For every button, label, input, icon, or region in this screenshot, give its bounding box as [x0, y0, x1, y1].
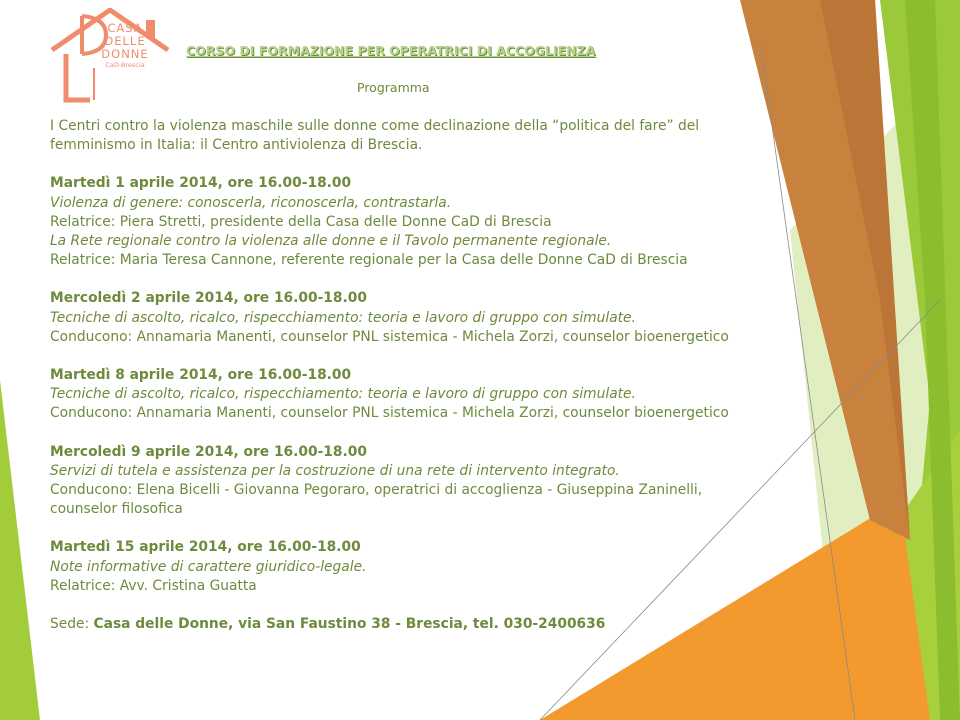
session-speaker: Conducono: Elena Bicelli - Giovanna Pegoraro, operatrici di accoglienza - Giuseppina Zaninelli, counselor filosofica: [50, 482, 703, 518]
logo-line-2: DELLE: [104, 34, 146, 48]
venue-label: Sede:: [50, 616, 90, 633]
session-date: Martedì 15 aprile 2014, ore 16.00-18.00: [50, 539, 361, 556]
session-date: Mercoledì 9 aprile 2014, ore 16.00-18.00: [50, 443, 367, 460]
program-content: [50, 117, 740, 634]
intro-text: I Centri contro la violenza maschile sulle donne come declinazione della “politica del fare” del femminismo in Italia: il Centro antiviolenza di Brescia.: [50, 118, 700, 154]
session-topic: Tecniche di ascolto, ricalco, rispecchiamento: teoria e lavoro di gruppo con simulate.: [50, 386, 636, 403]
session-date: Martedì 1 aprile 2014, ore 16.00-18.00: [50, 175, 352, 192]
session-5: [50, 538, 740, 596]
session-speaker: Conducono: Annamaria Manenti, counselor PNL sistemica - Michela Zorzi, counselor bioenergetico: [50, 328, 729, 345]
session-topic: Note informative di carattere giuridico-legale.: [50, 558, 367, 575]
session-speaker: Relatrice: Maria Teresa Cannone, referente regionale per la Casa delle Donne CaD di Brescia: [50, 252, 688, 269]
course-title: CORSO DI FORMAZIONE PER OPERATRICI DI ACCOGLIENZA: [186, 43, 596, 58]
venue-value: Casa delle Donne, via San Faustino 38 - Brescia, tel. 030-2400636: [93, 616, 606, 633]
session-topic: Violenza di genere: conoscerla, riconoscerla, contrastarla.: [50, 194, 452, 211]
session-topic: Servizi di tutela e assistenza per la costruzione di una rete di intervento integrato.: [50, 462, 620, 479]
session-3: [50, 366, 740, 424]
session-date: Mercoledì 2 aprile 2014, ore 16.00-18.00: [50, 290, 367, 307]
logo-line-3: DONNE: [101, 47, 149, 61]
session-2: [50, 289, 740, 347]
logo-text: [96, 22, 154, 70]
program-subtitle: Programma: [357, 80, 430, 95]
session-speaker: Relatrice: Piera Stretti, presidente della Casa delle Donne CaD di Brescia: [50, 213, 552, 230]
session-1: [50, 174, 740, 270]
deco-left-triangle: [0, 380, 40, 720]
session-date: Martedì 8 aprile 2014, ore 16.00-18.00: [50, 367, 352, 384]
logo-line-4: CaD-Brescia: [105, 61, 145, 69]
session-topic: Tecniche di ascolto, ricalco, rispecchiamento: teoria e lavoro di gruppo con simulate.: [50, 309, 636, 326]
logo-line-1: CASA: [107, 21, 143, 35]
session-speaker: Relatrice: Avv. Cristina Guatta: [50, 577, 257, 594]
session-speaker: Conducono: Annamaria Manenti, counselor PNL sistemica - Michela Zorzi, counselor bioenergetico: [50, 405, 729, 422]
session-4: [50, 443, 740, 520]
venue-info: [50, 615, 740, 634]
session-topic: La Rete regionale contro la violenza alle donne e il Tavolo permanente regionale.: [50, 233, 612, 250]
